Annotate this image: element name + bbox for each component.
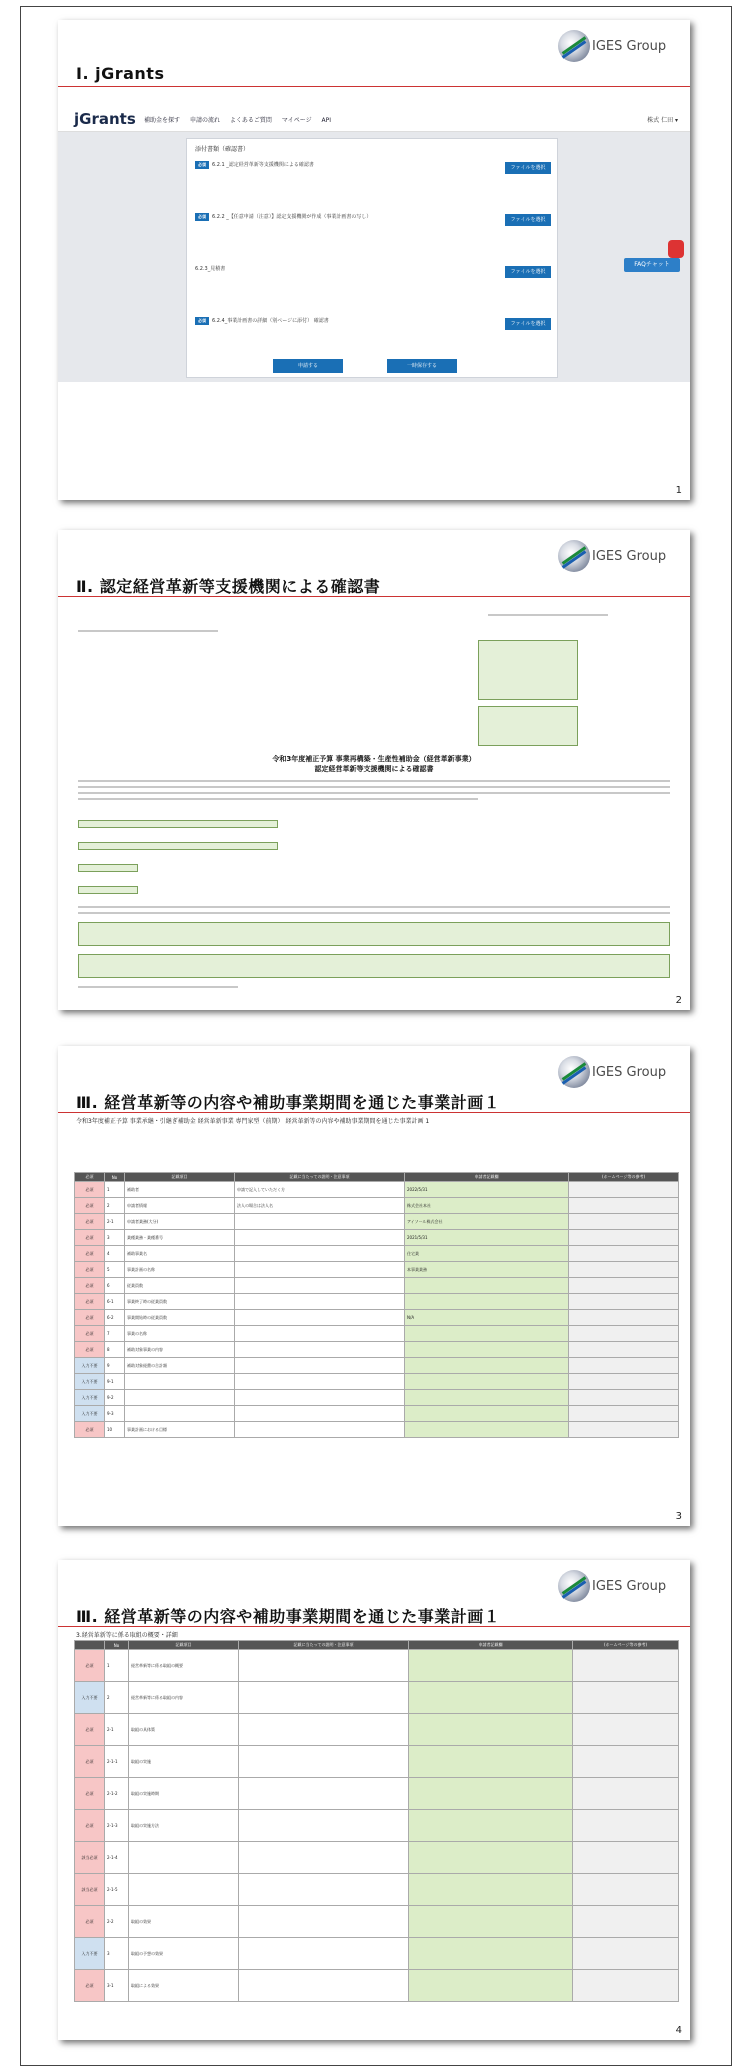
table-cell: 10 [105,1422,125,1438]
table-cell [129,1842,239,1874]
table-cell: 必須 [75,1778,105,1810]
iges-logo [556,1056,676,1092]
table-cell [125,1374,235,1390]
table-cell: 住宅業 [405,1246,569,1262]
table-cell [405,1294,569,1310]
table-cell: 2-1-5 [105,1874,129,1906]
table-cell: 8 [105,1342,125,1358]
table-row [75,1342,679,1358]
document-heading: 令和3年度補正予算 事業再構築・生産性補助金（経営革新事業） [272,755,476,763]
table-cell: 申請者情報 [125,1198,235,1214]
slide-4 [58,1560,690,2040]
table-cell: 補助事業名 [125,1246,235,1262]
file-select-button[interactable]: ファイルを選択 [505,214,551,226]
slide-title: Ⅲ. 経営革新等の内容や補助事業期間を通じた事業計画１ [76,1093,501,1112]
upload-row [195,213,551,253]
table-row [75,1182,679,1198]
logo-text: IGES Group [592,549,667,564]
table-cell: 取組の実施方法 [129,1810,239,1842]
table-row [75,1938,679,1970]
table-row [75,1198,679,1214]
table-cell [569,1374,679,1390]
table-cell: 必須 [75,1746,105,1778]
table-cell: N/A [405,1310,569,1326]
table-cell [239,1746,409,1778]
table-cell [569,1230,679,1246]
table-cell: 4 [105,1246,125,1262]
upload-row [195,265,551,305]
table-cell [235,1262,405,1278]
table-row [75,1406,679,1422]
table-cell [405,1374,569,1390]
slide-1 [58,20,690,500]
table-row [75,1422,679,1438]
table-cell [573,1810,679,1842]
table-cell [409,1778,573,1810]
table-cell [239,1714,409,1746]
table-cell: 事業の名称 [125,1326,235,1342]
required-badge: 必須 [195,161,209,169]
table-cell: 2021/5/31 [405,1230,569,1246]
table-cell: 取組の実施時期 [129,1778,239,1810]
table-cell [239,1874,409,1906]
submit-button[interactable]: 申請する [273,359,343,373]
initiatives-table [74,1640,679,2002]
table-cell: 事業開始時の従業員数 [125,1310,235,1326]
upload-row [195,161,551,201]
table-row [75,1390,679,1406]
table-cell [239,1842,409,1874]
slide-number: 4 [675,2025,682,2036]
table-cell: 必須 [75,1198,105,1214]
table-cell [235,1214,405,1230]
table-row [75,1714,679,1746]
table-cell: 補助対象事業の内容 [125,1342,235,1358]
save-draft-button[interactable]: 一時保存する [387,359,457,373]
table-cell: 該当必須 [75,1842,105,1874]
table-cell [573,1746,679,1778]
table-row [75,1746,679,1778]
table-cell: 必須 [75,1230,105,1246]
table-cell: 2-1-1 [105,1746,129,1778]
upload-label: 6.2.2 _【任意申請（注意）】認定支援機関が作成（事業計画書の写し） [212,214,372,220]
slide-subtitle: 3.経営革新等に係る取組の概要・詳細 [76,1632,178,1639]
table-cell [569,1294,679,1310]
table-cell: 必須 [75,1326,105,1342]
table-cell: 6-1 [105,1294,125,1310]
table-cell: 必須 [75,1342,105,1358]
slide-title: Ⅲ. 経営革新等の内容や補助事業期間を通じた事業計画１ [76,1607,501,1626]
table-cell [409,1906,573,1938]
table-cell: 取組の具体策 [129,1714,239,1746]
table-cell [239,1810,409,1842]
table-cell [235,1374,405,1390]
menu-item[interactable]: 補助金を探す [144,117,181,124]
table-cell [235,1278,405,1294]
table-row [75,1906,679,1938]
attachment-panel [186,138,558,378]
table-cell [235,1390,405,1406]
table-cell: 入力不要 [75,1390,105,1406]
table-cell: 取組による効果 [129,1970,239,2002]
table-cell [239,1682,409,1714]
table-cell [239,1906,409,1938]
table-cell [409,1682,573,1714]
table-row [75,1326,679,1342]
table-cell: アイソール株式会社 [405,1214,569,1230]
table-cell [573,1970,679,2002]
table-cell [235,1310,405,1326]
iges-logo [556,30,676,66]
slide-3 [58,1046,690,1526]
table-cell [405,1342,569,1358]
table-row [75,1214,679,1230]
table-cell: 7 [105,1326,125,1342]
upload-label: 6.2.3_見積書 [195,266,226,272]
table-cell: 1 [105,1650,129,1682]
table-cell: 5 [105,1262,125,1278]
table-row [75,1358,679,1374]
table-cell: 申請で記入していただく方 [235,1182,405,1198]
table-cell: 必須 [75,1294,105,1310]
table-cell [569,1390,679,1406]
table-cell [569,1246,679,1262]
menu-item[interactable]: API [321,117,331,124]
iges-logo [556,540,676,576]
table-cell [409,1650,573,1682]
table-cell: 9 [105,1358,125,1374]
table-row [75,1310,679,1326]
table-cell [239,1778,409,1810]
table-cell: 必須 [75,1970,105,2002]
table-cell: 2-1-4 [105,1842,129,1874]
table-row [75,1246,679,1262]
jgrants-menu [144,115,339,124]
table-cell [405,1358,569,1374]
table-cell: 補助対象経費の合計額 [125,1358,235,1374]
table-cell: 必須 [75,1278,105,1294]
table-row [75,1842,679,1874]
table-row [75,1778,679,1810]
table-cell [573,1778,679,1810]
menu-item[interactable]: よくあるご質問 [229,117,272,124]
table-cell: 入力不要 [75,1374,105,1390]
table-cell [573,1714,679,1746]
table-cell: 取組の効果 [129,1906,239,1938]
user-menu[interactable]: 株式 仁田 ▾ [647,117,678,124]
table-cell [409,1938,573,1970]
table-row [75,1682,679,1714]
table-cell: 6-2 [105,1310,125,1326]
table-cell: 3 [105,1230,125,1246]
jgrants-body [58,132,690,382]
table-cell: 入力不要 [75,1406,105,1422]
table-cell [409,1970,573,2002]
table-cell: 取組の実施 [129,1746,239,1778]
table-row [75,1262,679,1278]
table-cell: 2-1 [105,1714,129,1746]
table-cell: 入力不要 [75,1682,105,1714]
table-cell: 9-1 [105,1374,125,1390]
table-row [75,1650,679,1682]
table-cell [569,1342,679,1358]
table-cell: 必須 [75,1262,105,1278]
table-cell: 2-2 [105,1906,129,1938]
table-cell [405,1406,569,1422]
table-cell: 9-2 [105,1390,125,1406]
table-cell: 従業員数 [125,1278,235,1294]
table-row [75,1294,679,1310]
table-cell [569,1214,679,1230]
table-cell: 必須 [75,1214,105,1230]
table-cell [569,1422,679,1438]
table-cell [235,1246,405,1262]
table-cell [569,1198,679,1214]
table-cell: 入力不要 [75,1358,105,1374]
table-cell: 1 [105,1182,125,1198]
slide-2 [58,530,690,1010]
table-cell: 必須 [75,1310,105,1326]
table-cell: 9-3 [105,1406,125,1422]
table-cell [235,1294,405,1310]
table-cell: 業種業務・業種番号 [125,1230,235,1246]
table-cell: 申請者業務(大分) [125,1214,235,1230]
jgrants-header [58,102,690,132]
table-cell [573,1650,679,1682]
slide-title: Ⅱ. 認定経営革新等支援機関による確認書 [76,577,381,596]
table-cell [573,1906,679,1938]
table-cell: 経営革新等に係る取組の概要 [129,1650,239,1682]
table-cell: 3-1 [105,1970,129,2002]
table-cell: 事業計画における目標 [125,1422,235,1438]
table-cell: 事業計画の名称 [125,1262,235,1278]
table-cell [409,1714,573,1746]
form-actions [187,359,557,373]
table-cell: 2 [105,1682,129,1714]
jgrants-logo: jGrants [74,110,136,128]
table-cell [125,1390,235,1406]
upload-label: 6.2.4_事業計画書の詳細（別ページに添付） 確認書 [212,318,329,324]
file-select-button[interactable]: ファイルを選択 [505,266,551,278]
table-cell [235,1342,405,1358]
table-cell: 入力不要 [75,1938,105,1970]
table-cell [569,1278,679,1294]
table-cell: 必須 [75,1182,105,1198]
table-cell [235,1358,405,1374]
table-cell [405,1326,569,1342]
table-cell: 必須 [75,1810,105,1842]
required-badge: 必須 [195,317,209,325]
table-cell [569,1310,679,1326]
table-cell: 株式会社本社 [405,1198,569,1214]
slide-subtitle: 令和3年度補正予算 事業承継・引継ぎ補助金 経営革新事業 専門家型（前期） 経営革新等の内容や補助事業期間を通じた事業計画 1 [76,1118,430,1125]
table-cell [569,1358,679,1374]
table-cell [569,1406,679,1422]
business-plan-table [74,1172,679,1438]
table-cell [239,1650,409,1682]
table-cell: 取組の予想の効果 [129,1938,239,1970]
table-cell: 3 [105,1938,129,1970]
table-cell [239,1938,409,1970]
table-cell [405,1422,569,1438]
table-cell: 必須 [75,1422,105,1438]
table-header-row: No 記載項目 記載に当たっての説明・注意事項 申請者記載欄 (ホームページ等の参考) [75,1641,679,1650]
table-cell [409,1810,573,1842]
table-row [75,1810,679,1842]
required-badge: 必須 [195,213,209,221]
mascot-icon [668,240,684,258]
menu-item[interactable]: 申請の流れ [189,117,220,124]
table-cell: 2-1-3 [105,1810,129,1842]
table-cell [239,1970,409,2002]
table-cell: 該当必須 [75,1874,105,1906]
table-cell [405,1390,569,1406]
table-cell: 法人の場合は法人名 [235,1198,405,1214]
logo-text: IGES Group [592,1065,667,1080]
menu-item[interactable]: マイページ [281,117,312,124]
table-row [75,1874,679,1906]
table-cell: 2 [105,1198,125,1214]
table-cell [569,1262,679,1278]
table-cell [235,1326,405,1342]
table-cell: 必須 [75,1906,105,1938]
table-cell [235,1230,405,1246]
slide-title: Ⅰ. jGrants [76,64,165,83]
table-row [75,1374,679,1390]
table-cell [573,1874,679,1906]
table-cell: 必須 [75,1246,105,1262]
table-cell [409,1746,573,1778]
table-cell: 2022/5/31 [405,1182,569,1198]
table-cell: 経営革新等に係る取組の内容 [129,1682,239,1714]
table-cell: 必須 [75,1650,105,1682]
table-cell [235,1422,405,1438]
table-cell [409,1842,573,1874]
table-cell: 必須 [75,1714,105,1746]
table-cell: 補助者 [125,1182,235,1198]
table-cell [569,1326,679,1342]
table-cell: 2-1-2 [105,1778,129,1810]
table-cell [405,1278,569,1294]
table-cell [573,1842,679,1874]
table-cell: 事業終了時の従業員数 [125,1294,235,1310]
upload-label: 6.2.1 _認定経営革新等支援機関による確認書 [212,162,314,168]
table-cell: 6 [105,1278,125,1294]
document-subheading: 認定経営革新等支援機関による確認書 [314,765,434,773]
iges-logo [556,1570,676,1606]
file-select-button[interactable]: ファイルを選択 [505,162,551,174]
slide-number: 3 [675,1511,682,1522]
table-cell [235,1406,405,1422]
table-cell [129,1874,239,1906]
file-select-button[interactable]: ファイルを選択 [505,318,551,330]
table-cell: 2-1 [105,1214,125,1230]
slide-number: 2 [675,995,682,1006]
logo-text: IGES Group [592,39,667,54]
table-cell [125,1406,235,1422]
table-cell: 本事業業務 [405,1262,569,1278]
slide-number: 1 [675,485,682,496]
panel-title: 添付書類（確認書） [195,146,250,153]
table-row [75,1970,679,2002]
table-header-row: 必須 No 記載項目 記載に当たっての説明・注意事項 申請者記載欄 (ホームページ等の参考) [75,1173,679,1182]
table-row [75,1230,679,1246]
table-cell [573,1938,679,1970]
table-row [75,1278,679,1294]
upload-row [195,317,551,357]
table-cell [569,1182,679,1198]
faq-chat-button[interactable]: FAQチャット [624,258,680,272]
table-cell [409,1874,573,1906]
table-cell [573,1682,679,1714]
logo-text: IGES Group [592,1579,667,1594]
